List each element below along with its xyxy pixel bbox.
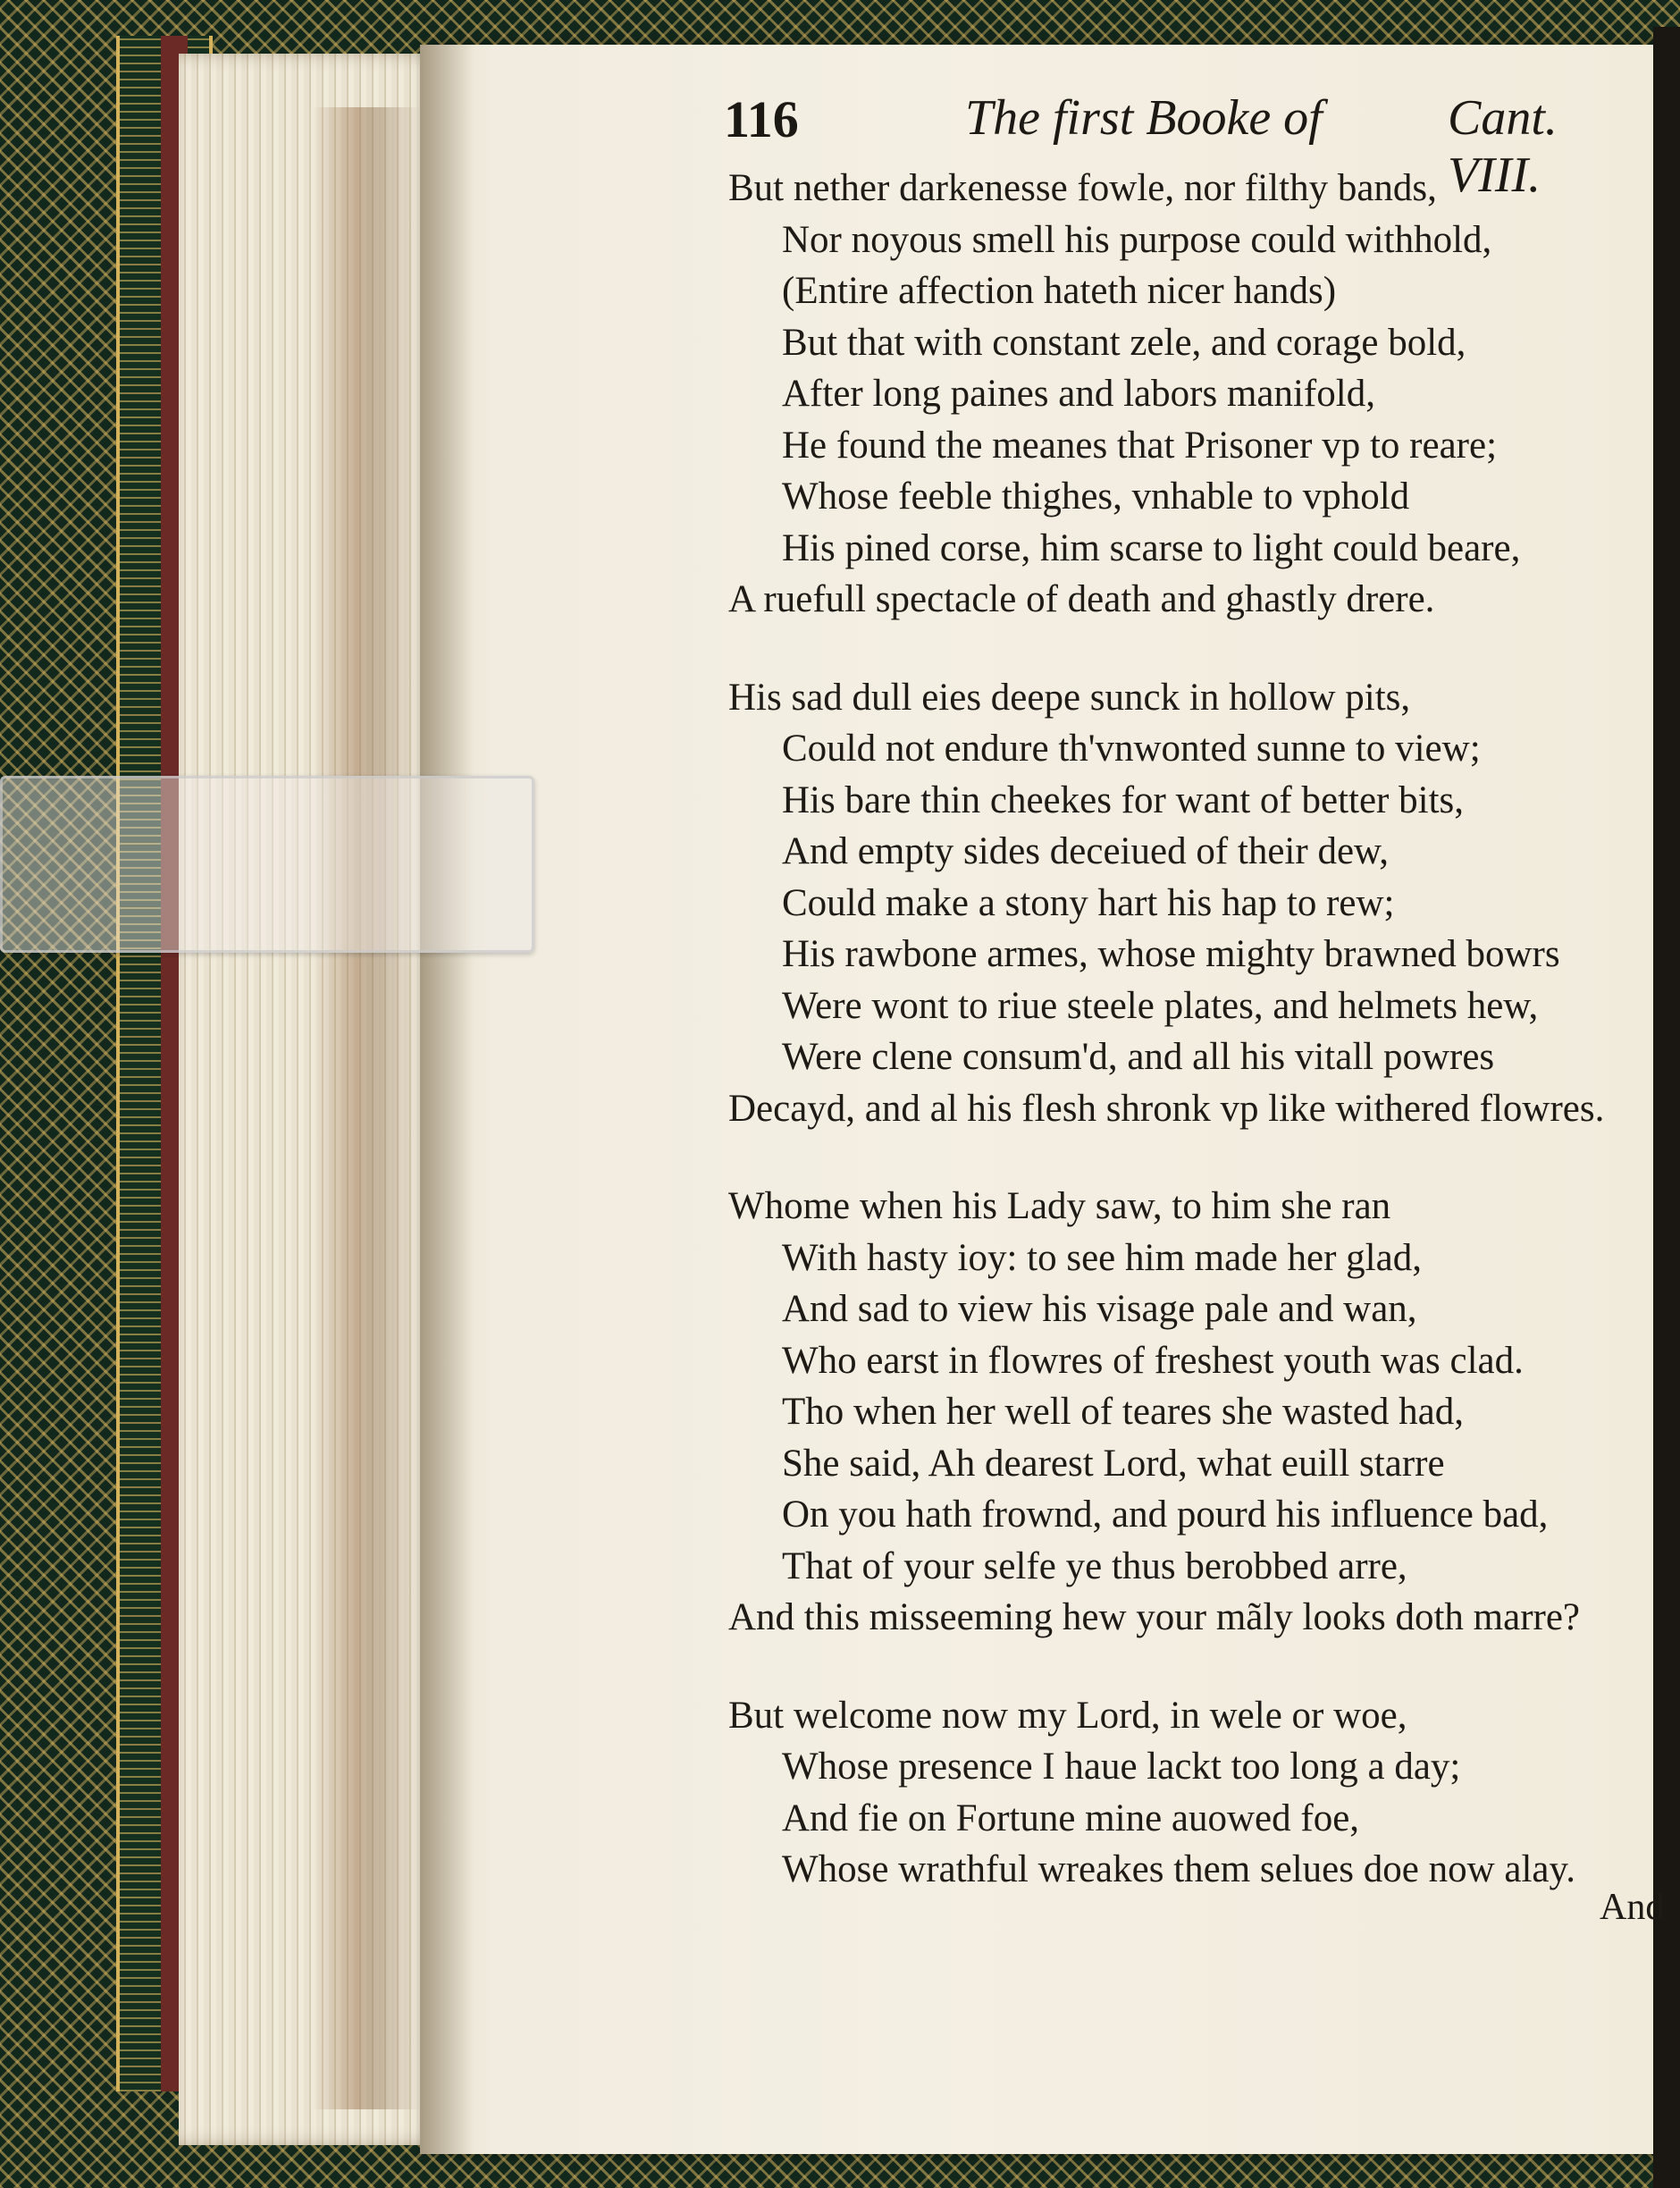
- catchword: And: [1600, 1887, 1665, 1928]
- verse-line: His sad dull eies deepe sunck in hollow pits,: [728, 676, 1411, 719]
- verse-line: Who earst in flowres of freshest youth was clad.: [782, 1339, 1524, 1382]
- verse-line: Whose feeble thighes, vnhable to vphold: [782, 475, 1410, 518]
- stanza: [728, 163, 1658, 626]
- verse-line: But that with constant zele, and corage bold,: [782, 321, 1466, 364]
- verse-line: But welcome now my Lord, in wele or woe,: [728, 1694, 1407, 1737]
- stanza: [728, 1181, 1658, 1644]
- verse-line: Were clene consum'd, and all his vitall powres: [782, 1036, 1495, 1078]
- stanza: [728, 1690, 1658, 1896]
- stanza: [728, 672, 1658, 1135]
- poem-text: [728, 163, 1658, 1942]
- verse-line: A ruefull spectacle of death and ghastly drere.: [728, 578, 1435, 620]
- verse-line: Whose wrathful wreakes them selues doe now alay.: [782, 1848, 1575, 1890]
- verse-line: And empty sides deceiued of their dew,: [782, 830, 1390, 872]
- canto-label: Cant. VIII.: [1448, 90, 1558, 203]
- page-number: 116: [724, 90, 799, 148]
- verse-line: She said, Ah dearest Lord, what euill starre: [782, 1442, 1445, 1485]
- running-title: The first Booke of: [965, 90, 1323, 146]
- verse-line: Nor noyous smell his purpose could withhold,: [782, 218, 1492, 261]
- verse-line: That of your selfe ye thus berobbed arre,: [782, 1544, 1407, 1587]
- verse-line: Were wont to riue steele plates, and helmets hew,: [782, 984, 1539, 1027]
- verse-line: After long paines and labors manifold,: [782, 373, 1375, 415]
- verse-line: (Entire affection hateth nicer hands): [782, 270, 1337, 312]
- gutter-shadow: [420, 45, 474, 2154]
- verse-line: And fie on Fortune mine auowed foe,: [782, 1797, 1360, 1839]
- verse-line: Could make a stony hart his hap to rew;: [782, 881, 1395, 924]
- verse-line: His bare thin cheekes for want of better bits,: [782, 778, 1464, 821]
- verse-line: And sad to view his visage pale and wan,: [782, 1288, 1417, 1330]
- verse-line: His pined corse, him scarse to light could beare,: [782, 526, 1521, 569]
- verse-line: Whome when his Lady saw, to him she ran: [728, 1185, 1391, 1227]
- page-edge-stain: [313, 107, 420, 2109]
- verse-line: Decayd, and al his flesh shronk vp like withered flowres.: [728, 1087, 1605, 1130]
- verse-line: Whose presence I haue lackt too long a day;: [782, 1746, 1461, 1788]
- plastic-page-clip: [0, 776, 534, 953]
- verse-line: On you hath frownd, and pourd his influence bad,: [782, 1494, 1549, 1536]
- verse-line: Could not endure th'vnwonted sunne to view;: [782, 728, 1481, 770]
- verse-line: And this misseeming hew your mãly looks doth marre?: [728, 1596, 1581, 1638]
- verse-line: He found the meanes that Prisoner vp to reare;: [782, 424, 1498, 467]
- verse-line: But nether darkenesse fowle, nor filthy bands,: [728, 167, 1437, 209]
- verse-line: His rawbone armes, whose mighty brawned bowrs: [782, 933, 1560, 975]
- verse-line: Tho when her well of teares she wasted had,: [782, 1391, 1464, 1433]
- verse-line: With hasty ioy: to see him made her glad,: [782, 1236, 1422, 1279]
